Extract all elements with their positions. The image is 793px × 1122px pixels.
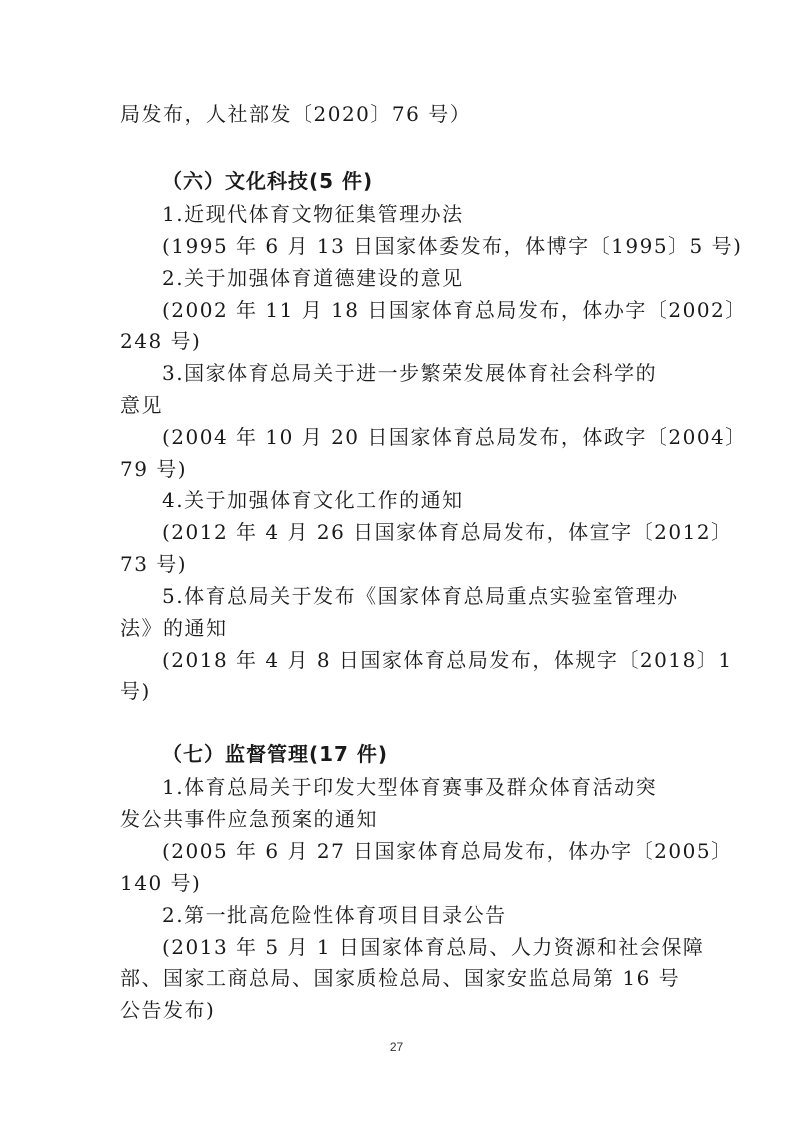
item-source-continued: 248 号) <box>120 329 202 353</box>
item-source: (2004 年 10 月 20 日国家体育总局发布，体政字〔2004〕 <box>162 425 747 449</box>
item-title-continued: 意见 <box>120 393 163 417</box>
item-title: 2.关于加强体育道德建设的意见 <box>162 266 464 290</box>
item-source: (2005 年 6 月 27 日国家体育总局发布，体办字〔2005〕 <box>162 839 733 863</box>
item-source: (2013 年 5 月 1 日国家体育总局、人力资源和社会保障 <box>162 935 705 959</box>
item-title: 1.近现代体育文物征集管理办法 <box>162 202 464 226</box>
section-heading-supervision: （七）监督管理(17 件) <box>162 742 389 766</box>
item-title: 2.第一批高危险性体育项目目录公告 <box>162 903 507 927</box>
item-source-continued: 79 号) <box>120 457 188 481</box>
item-source-continued: 部、国家工商总局、国家质检总局、国家安监总局第 16 号 <box>120 966 681 990</box>
item-source: (1995 年 6 月 13 日国家体委发布，体博字〔1995〕5 号) <box>162 234 743 258</box>
item-source: (2012 年 4 月 26 日国家体育总局发布，体宣字〔2012〕 <box>162 520 733 544</box>
item-source-continued: 140 号) <box>120 871 202 895</box>
item-title: 5.体育总局关于发布《国家体育总局重点实验室管理办 <box>162 584 679 608</box>
item-title: 1.体育总局关于印发大型体育赛事及群众体育活动突 <box>162 775 658 799</box>
item-title: 3.国家体育总局关于进一步繁荣发展体育社会科学的 <box>162 361 658 385</box>
page-number: 27 <box>389 1040 404 1054</box>
section-heading-culture-tech: （六）文化科技(5 件) <box>162 169 374 193</box>
item-source-continued: 号) <box>120 679 151 703</box>
item-source: (2002 年 11 月 18 日国家体育总局发布，体办字〔2002〕 <box>162 298 747 322</box>
item-title-continued: 法》的通知 <box>120 616 228 640</box>
item-title: 4.关于加强体育文化工作的通知 <box>162 488 464 512</box>
item-source-continued: 公告发布) <box>120 998 216 1022</box>
text-line: 局发布，人社部发〔2020〕76 号） <box>120 102 472 126</box>
item-source: (2018 年 4 月 8 日国家体育总局发布，体规字〔2018〕1 <box>162 648 733 672</box>
item-source-continued: 73 号) <box>120 552 188 576</box>
item-title-continued: 发公共事件应急预案的通知 <box>120 807 378 831</box>
